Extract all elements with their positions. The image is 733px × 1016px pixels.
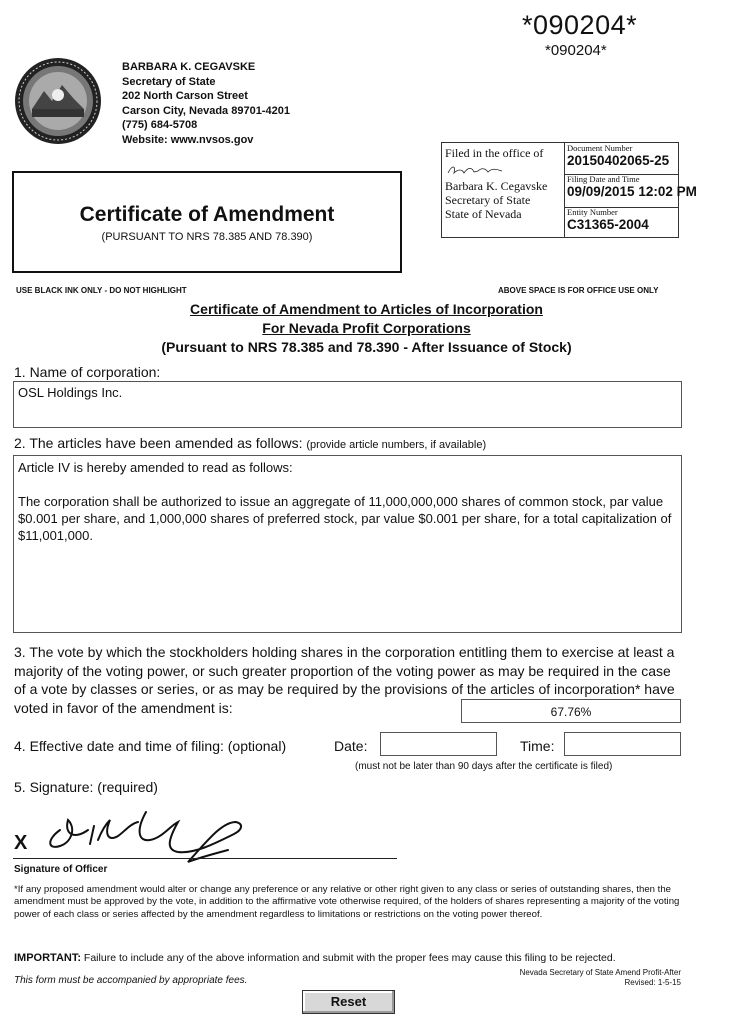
form-heading-line1: Certificate of Amendment to Articles of Incorporation [190, 301, 543, 317]
fees-note: This form must be accompanied by appropriate fees. [14, 975, 248, 986]
certificate-title: Certificate of Amendment [79, 203, 335, 226]
amendment-footnote: *If any proposed amendment would alter or change any preference or any relative or other right given to any class or series of outstanding shares, then the amendment must be approved by the vote, in addition to the affirmative vote otherwise required, of the holders of shares representing a majority of the voting power of each class or series affected by the amendment regardless to limitations or restrictions on the voting power thereof. [14, 884, 680, 920]
filing-date-label: Filing Date and Time [567, 174, 640, 184]
effective-date-label: 4. Effective date and time of filing: (optional) [14, 738, 287, 754]
form-revision-date: Revised: 1-5-15 [624, 978, 681, 987]
filing-date-value: 09/09/2015 12:02 PM [567, 184, 697, 199]
form-heading-line2: For Nevada Profit Corporations [262, 320, 471, 336]
office-city: Carson City, Nevada 89701-4201 [122, 104, 290, 117]
amendment-label [14, 435, 486, 451]
office-website: Website: www.nvsos.gov [122, 133, 254, 146]
secretary-title: Secretary of State [122, 75, 216, 88]
corporation-name-label: 1. Name of corporation: [14, 364, 161, 380]
stamp-name-block [445, 179, 547, 221]
document-number-value: 20150402065-25 [567, 153, 670, 168]
certificate-subtitle: (PURSUANT TO NRS 78.385 AND 78.390) [101, 231, 313, 243]
amendment-label-text: 2. The articles have been amended as follows: [14, 435, 303, 451]
filing-date-cell [565, 174, 697, 208]
secretary-name: BARBARA K. CEGAVSKE [122, 61, 256, 73]
vote-percentage-field[interactable]: 67.76% [461, 699, 681, 723]
document-number-label: Document Number [567, 143, 633, 153]
stamp-signature-icon [446, 163, 506, 177]
office-use-note: ABOVE SPACE IS FOR OFFICE USE ONLY [498, 286, 659, 295]
filing-stamp [441, 142, 697, 238]
stamp-filed-label: Filed in the office of [445, 146, 544, 160]
ink-instruction: USE BLACK INK ONLY - DO NOT HIGHLIGHT [16, 286, 187, 295]
date-limit-note: (must not be later than 90 days after the certificate is filed) [355, 761, 613, 772]
vote-label: 3. The vote by which the stockholders holding shares in the corporation entitling them to exercise at least a majority of the voting power, or such greater proportion of the voting power as may be required in the case of a vote by classes or series, or as may be required by the provisions of the articles of incorporation* have voted in favor of the amendment is: [14, 644, 675, 716]
amendment-text-field[interactable] [13, 455, 682, 633]
reset-button[interactable]: Reset [302, 990, 395, 1014]
important-notice [14, 952, 694, 964]
form-revision-name: Nevada Secretary of State Amend Profit-After [519, 968, 681, 977]
amendment-line1: Article IV is hereby amended to read as follows: [18, 460, 293, 475]
stamp-filed-section [442, 143, 565, 237]
signature-label: 5. Signature: (required) [14, 779, 158, 795]
secretary-info [122, 60, 290, 148]
stamp-name-line: State of Nevada [445, 207, 522, 221]
office-phone: (775) 684-5708 [122, 119, 198, 132]
signature-line [13, 858, 397, 859]
amendment-paragraph: The corporation shall be authorized to issue an aggregate of 11,000,000,000 shares of common stock, par value $0.001 per share, and 1,000,000 shares of preferred stock, par value $0.001 per share, for a total capitalization of $11,001,000. [18, 494, 672, 543]
office-street: 202 North Carson Street [122, 90, 248, 103]
barcode-number-small: *090204* [545, 42, 607, 59]
signature-x-mark: X [14, 832, 28, 854]
state-seal-logo [14, 57, 102, 145]
certificate-title-box [12, 171, 402, 273]
time-field[interactable] [564, 732, 681, 756]
document-number-cell [565, 143, 678, 175]
entity-number-value: C31365-2004 [567, 217, 649, 232]
form-revision [496, 968, 681, 988]
stamp-name-line: Secretary of State [445, 193, 531, 207]
stamp-name-line: Barbara K. Cegavske [445, 179, 548, 193]
time-label: Time: [520, 738, 555, 754]
important-text: Failure to include any of the above information and submit with the proper fees may cause this filing to be rejected. [81, 952, 616, 964]
date-label: Date: [334, 738, 368, 754]
amendment-label-hint: (provide article numbers, if available) [306, 439, 487, 451]
barcode-number-large: *090204* [522, 10, 638, 40]
entity-number-label: Entity Number [567, 207, 618, 217]
entity-number-cell [565, 207, 678, 237]
corporation-name-field[interactable]: OSL Holdings Inc. [13, 381, 682, 428]
date-field[interactable] [380, 732, 497, 756]
important-label: IMPORTANT: [14, 952, 82, 964]
form-heading-line3: (Pursuant to NRS 78.385 and 78.390 - After Issuance of Stock) [161, 339, 572, 355]
signature-officer-label: Signature of Officer [14, 864, 108, 875]
